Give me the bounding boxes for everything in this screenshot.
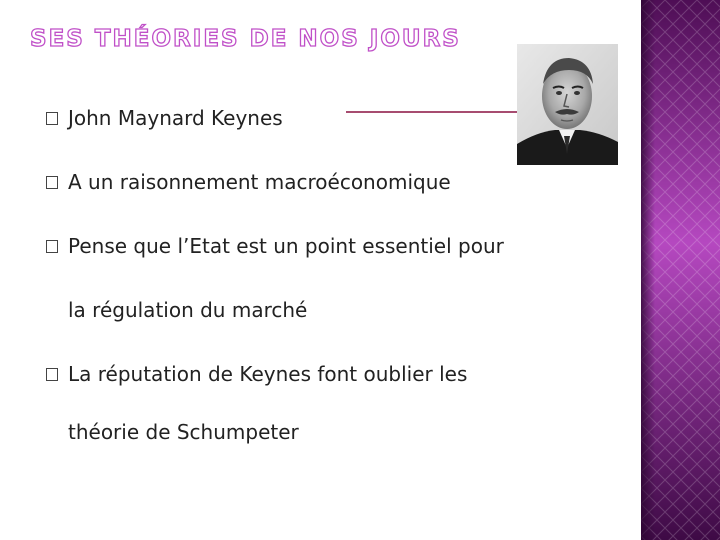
bullet-continuation-schumpeter: théorie de Schumpeter — [68, 420, 299, 444]
bullet-text-reputation: La réputation de Keynes font oublier les — [68, 362, 468, 386]
bullet-text-macro: A un raisonnement macroéconomique — [68, 170, 451, 194]
bullet-box-icon — [46, 240, 58, 253]
bullet-box-icon — [46, 112, 58, 125]
slide-title: SES THÉORIES DE NOS JOURS — [30, 26, 461, 52]
decorative-sidebar — [641, 0, 720, 540]
keynes-portrait-photo — [517, 44, 618, 165]
bullet-text-etat: Pense que l’Etat est un point essentiel pour — [68, 234, 504, 258]
bullet-text-keynes: John Maynard Keynes — [68, 106, 283, 130]
arrow-icon — [346, 106, 536, 118]
bullet-continuation-regulation: la régulation du marché — [68, 298, 308, 322]
bullet-box-icon — [46, 368, 58, 381]
bullet-box-icon — [46, 176, 58, 189]
